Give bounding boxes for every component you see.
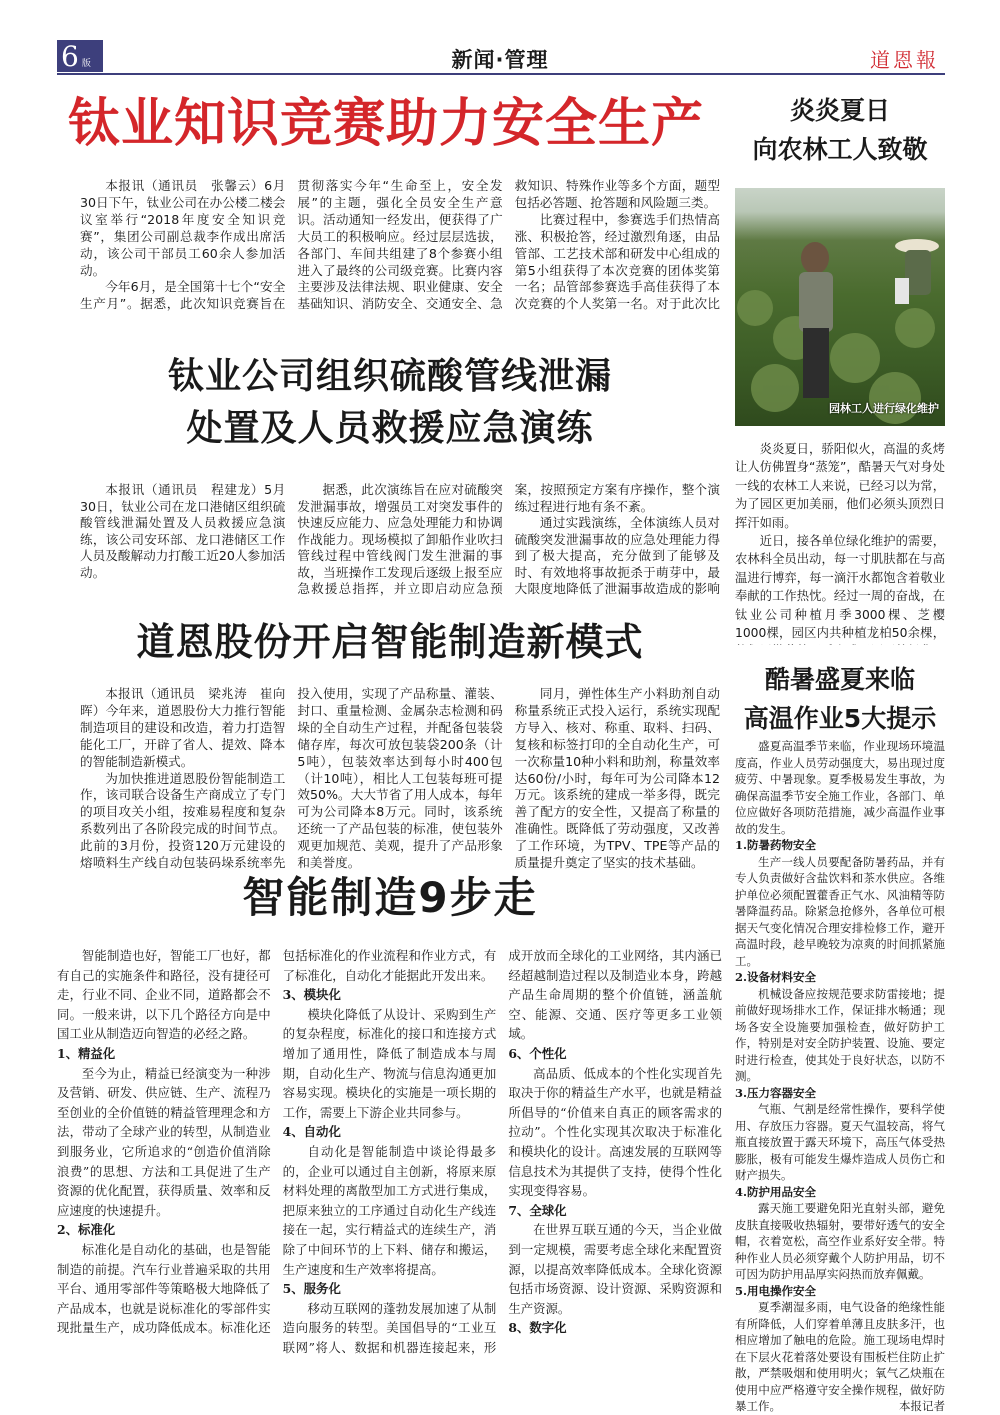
paragraph: 本报讯（通讯员 张馨云）6月30日下午，钛业公司在办公楼二楼会议室举行“2018年度安全知识竞赛”，集团公司副总裁李作成出席活动，该公司干部员工60余人参加活动。 <box>80 178 286 278</box>
section-heading: 3、模块化 <box>282 987 341 1003</box>
section-heading: 8、数字化 <box>508 1320 567 1336</box>
paragraph: 高品质、低成本的个性化实现首先取决于你的精益生产水平，也就是精益所倡导的“价值来自真正的顾客需求的拉动”。个性化实现其次取决于标准化和模块化的设计。高速发展的互联网等信息技术为其提供了支持，使得个性化实现变得容易。 <box>508 1065 722 1199</box>
article3-headline: 道恩股份开启智能制造新模式 <box>136 620 644 664</box>
workers-photo-illustration <box>735 188 945 426</box>
paragraph: 气瓶、气割是经常性操作，要科学使用、存放压力容器。夏天气温较高，将气瓶直接放置于露天环境下，高压气体受热膨胀，极有可能发生爆炸造成人员伤亡和财产损失。 <box>735 1102 945 1182</box>
photo-caption: 园林工人进行绿化维护 <box>829 402 939 415</box>
article4-headline: 智能制造9步走 <box>242 873 538 922</box>
section-title: 新闻·管理 <box>451 48 549 72</box>
paragraph: 机械设备应按规范要求防雷接地；提前做好现场排水工作，保证排水畅通；现场各安全设施要加强检查，做好防护工作，特别是对安全防护装置、设施、要定时进行检查，使其处于良好状态，以防不测。 <box>735 986 945 1083</box>
paragraph: 在世界互联互通的今天，当企业做到一定规模，需要考虑全球化来配置资源，以提高效率降低成本。全球化资源包括市场资源、设计资源、采购资源和生产资源。 <box>508 1222 722 1316</box>
section-heading: 5.用电操作安全 <box>735 1283 817 1298</box>
paragraph: 通过实践演练，全体演练人员对硫酸突发泄漏事故的应急处理能力得到了极大提高，充分做到了能够及时、有效地将事故扼杀于萌芽中，最大限度地降低了泄漏事故造成的影响 <box>514 515 720 596</box>
section-heading: 1、精益化 <box>57 1045 116 1061</box>
workers-photo <box>735 188 945 426</box>
paragraph: 露天施工要避免阳光直射头部，避免皮肤直接吸收热辐射，要带好透气的安全帽，衣着宽松，高空作业系好安全带。特种作业人员必须穿戴个人防护用品，切不可因为防护用品厚实闷热而放弃佩戴。 <box>735 1201 945 1281</box>
edition-number: 6 <box>61 40 79 73</box>
masthead-logo: 道恩報 <box>870 48 939 72</box>
article2-body <box>80 482 720 600</box>
paragraph: 比赛过程中，参赛选手们热情高涨、积极抢答，经过激烈角逐，由品管部、工艺技术部和研发中心组成的第5小组获得了本次竞赛的团体奖第一名；品管部参赛选手高佳获得了本次竞赛的个人奖第一名。对于此次比 <box>514 211 720 312</box>
paragraph: 至今为止，精益已经演变为一种涉及营销、研发、供应链、生产、流程乃至创业的全价值链的精益管理理念和方法，带动了全球产业的转型，从制造业到服务业，它所追求的“创造价值消除浪费”的思想、方法和工具促进了生产资源的优化配置，获得质量、效率和反应速度的快速提升。 <box>57 1065 271 1218</box>
section-heading: 2.设备材料安全 <box>735 970 817 984</box>
paragraph: 生产一线人员要配备防暑药品，并有专人负责做好含盐饮料和茶水供应。各维护单位必须配置藿香正气水、风油精等防暑降温药品。除紧急抢修外，各单位可根据天气变化情况合理安排检修工作，避开高温时段，趁早晚较为凉爽的时间抓紧施工。 <box>735 854 945 968</box>
section-heading: 5、服务化 <box>282 1281 341 1297</box>
article2-headline-line2: 处置及人员救援应急演练 <box>186 408 594 449</box>
section-heading: 6、个性化 <box>508 1045 567 1061</box>
paragraph: 智能制造也好，智能工厂也好，都有自己的实施条件和路径，没有捷径可走，行业不同、企业不同，道路都会不同。一般来讲，以下几个路径方向是中国工业从制造迈向智造的必经之路。 <box>57 948 271 1042</box>
paragraph: 自动化是智能制造中谈论得最多的，企业可以通过自主创新，将原来原材料处理的离散型加工方式进行集成，把原来独立的工序通过自动化生产线连接在一起，实行精益式的连续生产，消除了中间环节的上下料、储存和搬运，生产速度和生产效率将提高。 <box>282 1143 497 1277</box>
paragraph: 本报讯（通讯员 梁兆涛 崔向晖）今年来，道恩股份大力推行智能制造项目的建设和改造，着力打造智能化工厂，开辟了省人、提效、降本的智能制造新模式。 <box>80 686 286 769</box>
section-heading: 4、自动化 <box>282 1124 341 1140</box>
paragraph: 本报讯（通讯员 程建龙）5月30日，钛业公司在龙口港储区组织硫酸管线泄漏处置及人员救援应急演练，该公司安环部、龙口港储区工作人员及酸解动力打酸工近20人参加活动。 <box>80 482 286 580</box>
paragraph: 同月，弹性体生产小料助剂自动称量系统正式投入运行，系统实现配方导入、核对、称重、取料、扫码、复核和标签打印的全自动化生产，可一次称量10种小料和助剂，称量效率达60份/小时，每年可为公司降本12万元。该系统的建成一举多得，既完善了配方的安全性，又提高了称量的准确性。既降低了劳动强度，又改善了工作环境，为TPV、TPE等产品的质量提升奠定了坚实的技术基础。 <box>514 686 720 871</box>
paragraph: 近日，接各单位绿化维护的需要，农林科全员出动，每一寸肌肤都在与高温进行博弈，每一滴汗水都饱含着敬业奉献的工作热忱。经过一周的奋战，在钛业公司种植月季3000棵、芝樱1000棵，园区内共种植龙柏50余棵， <box>735 534 945 641</box>
byline: 本报记者 <box>899 1399 945 1413</box>
sidebar2-title-line2: 高温作业5大提示 <box>743 704 937 733</box>
article3-body <box>80 686 720 876</box>
paragraph: 炎炎夏日，骄阳似火，高温的炙烤让人仿佛置身“蒸笼”，酷暑天气对身处一线的农林工人来说，已经习以为常，为了园区更加美丽，他们必须头顶烈日挥汗如雨。 <box>735 442 945 530</box>
article2-headline-line1: 钛业公司组织硫酸管线泄漏 <box>167 356 612 397</box>
article1-body <box>80 178 720 330</box>
sidebar1-title-line1: 炎炎夏日 <box>789 96 890 125</box>
header-rule <box>57 73 945 75</box>
paragraph: 模块化降低了从设计、采购到生产的复杂程度，标准化的接口和连接方式增加了通用性，降低了制造成本与周期，自动化生产、物流与信息沟通更加容易实现。模块化的实施是一项长期的工作，需要上下游企业共同参与。 <box>282 1006 497 1120</box>
sidebar2-body <box>735 738 945 1415</box>
sidebar1-body <box>735 440 945 645</box>
article4-body <box>57 946 722 1370</box>
edition-suffix: 版 <box>81 59 91 69</box>
paragraph: 移动互联网的蓬勃发展加速了从制造向服务的转型。美国倡导的“工业互联网”将人、数据和机器连接起来，形成开放而全球化的工业网络，其内涵已经超越制造过程以及制造业本身，跨越产品生命周期的整个价值链，涵盖航空、能源、交通、医疗等更多工业领域。 <box>282 948 722 1355</box>
paragraph <box>735 1299 945 1415</box>
paragraph: 今年6月，是全国第十七个“安全生产月”。据悉，此次知识竞赛旨在贯彻落实今年“生命至上，安全发展”的主题，强化全员安全生产意识。活动通知一经发出，便获得了广大员工的积极响应。经过层层选拔，各部门、车间共组建了8个参赛小组进入了最终的公司级竞赛。比赛内容主要涉及法律法规、职业健康、安全基础知识、消防安全、交通安全、急救知识、特殊作业等多个方面，题型包括必答题、抢答题和风险题三类。 <box>80 178 720 312</box>
paragraph: 盛夏高温季节来临，作业现场环境温度高，作业人员劳动强度大，易出现过度疲劳、中暑现象。夏季极易发生事故，为确保高温季节安全施工作业，各部门、单位应做好各项防范措施，减少高温作业事故的发生。 <box>735 739 945 836</box>
section-heading: 2、标准化 <box>57 1222 116 1238</box>
sidebar2-title-line1: 酷暑盛夏来临 <box>764 665 915 694</box>
article1-headline: 钛业知识竞赛助力安全生产 <box>68 94 705 154</box>
sidebar1-title-line2: 向农林工人致敬 <box>752 135 928 164</box>
paragraph: 据悉，此次演练旨在应对硫酸突发泄漏事故，增强员工对突发事件的快速反应能力、应急处理能力和协调作战能力。现场模拟了卸船作业吹扫管线过程中管线阀门发生泄漏的事故，当班操作工发现后逐级上报至应急救援总指挥，并立即启动应急预案，按照预定方案有序操作，整个演练过程进行地有条不紊。 <box>297 482 720 596</box>
section-heading: 3.压力容器安全 <box>735 1085 817 1100</box>
section-heading: 1.防暑药物安全 <box>735 838 817 852</box>
paragraph: 为加快推进道恩股份智能制造工作，该司联合设备生产商成立了专门的项目攻关小组，按难易程度和复杂系数列出了各阶段完成的时间节点。此前的3月份，投资120万元建设的熔喷料生产线自动包装码垛系统率先投入使用，实现了产品称量、灌装、封口、重量检测、金属杂志检测和码垛的全自动生产过程，并配备包装袋储存库，每次可放包装袋200条（计5吨），包装效率达到每小时400包（计10吨），相比人工包装每班可提效50%。大大节省了用人成本，每年可为公司降本8万元。同时，该系统还统一了产品包装的标准，使包装外观更加规范、美观，提升了产品形象和美誉度。 <box>80 686 503 871</box>
section-heading: 4.防护用品安全 <box>735 1184 817 1199</box>
paragraph-text: 夏季潮湿多雨，电气设备的绝缘性能有所降低，人们穿着单薄且皮肤多汗，也相应增加了触电的危险。施工现场电焊时在下层火花着落处要设有围板栏住防止扩散，严禁吸烟和使用明火；氧气乙炔瓶在使用中应严格遵守安全操作规程，做好防暴工作。 <box>735 1300 945 1413</box>
section-heading: 7、全球化 <box>508 1202 567 1218</box>
paragraph: 标准化是自动化的基础，也是智能制造的前提。汽车行业普遍采取的共用平台、通用零部件等策略极大地降低了产品成本，也就是说标准化的零部件实现批量生产，成功降低成本。标准化还包括标准化的作业流程和作业方式，有了标准化，自动化才能据此开发出来。 <box>57 948 497 1336</box>
